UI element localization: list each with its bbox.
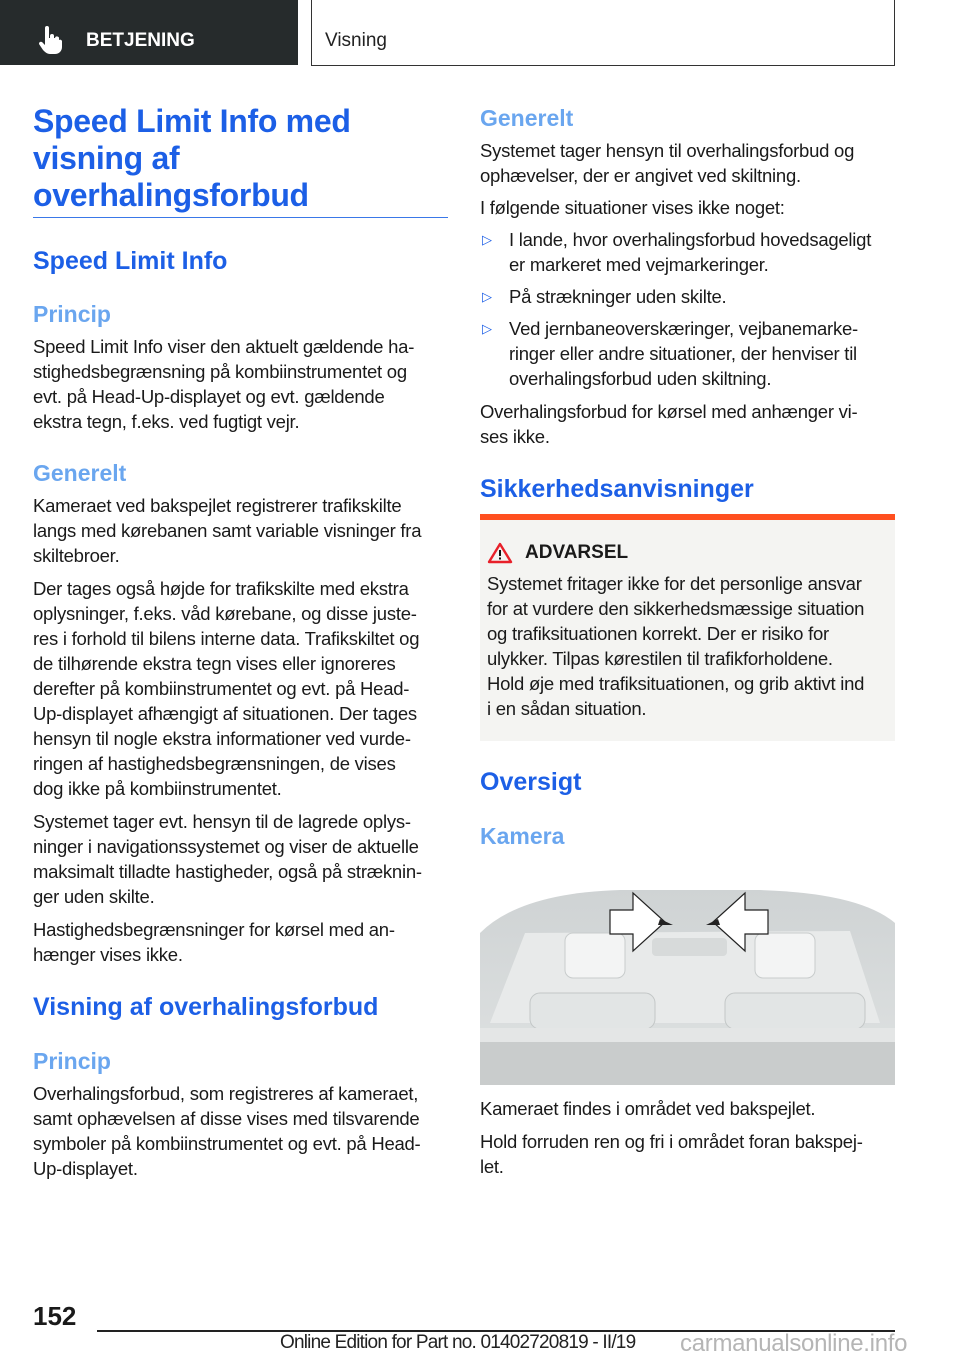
paragraph: [480, 1096, 895, 1121]
text-line: Hold øje med trafiksituationen, og grib aktivt ind: [487, 673, 865, 694]
text-line: hænger vises ikke.: [33, 944, 183, 965]
warning-text: [487, 571, 888, 721]
section-heading: Oversigt: [480, 768, 582, 796]
paragraph: [33, 1081, 448, 1181]
section-label: BETJENING: [86, 30, 195, 51]
text-line: Hastighedsbegrænsninger for kørsel med an-: [33, 919, 395, 940]
text-line: Overhalingsforbud, som registreres af kameraet,: [33, 1083, 419, 1104]
figure: [480, 873, 895, 1085]
text-line: ulykker. Tilpas kørestilen til trafikforholdene.: [487, 648, 833, 669]
warning-triangle-icon: [487, 542, 513, 564]
text-line: derefter på kombiinstrumentet og evt. på Head-: [33, 678, 410, 699]
page-title: [33, 103, 448, 218]
text-line: dog ikke på kombiinstrumentet.: [33, 778, 282, 799]
bullet-marker-icon: ▷: [482, 232, 492, 247]
text-line: Ved jernbaneoverskæringer, vejbanemarke-: [509, 318, 858, 339]
warning-box: [480, 520, 895, 741]
text-line: symboler på kombiinstrumentet og evt. på Head-: [33, 1133, 421, 1154]
subsection-heading: Princip: [33, 1048, 111, 1074]
text-line: På strækninger uden skilte.: [509, 286, 727, 307]
page-number: 152: [33, 1301, 77, 1331]
camera-location-figure: [480, 873, 895, 1085]
text-line: ophævelser, der er angivet ved skiltning.: [480, 165, 801, 186]
text-line: Kameraet findes i området ved bakspejlet.: [480, 1098, 816, 1119]
paragraph: [33, 493, 448, 568]
section-heading: Visning af overhalingsforbud: [33, 993, 379, 1021]
watermark: carmanualsonline.info: [680, 1330, 908, 1357]
text-line: er markeret med vejmarkeringer.: [509, 254, 769, 275]
text-line: Kameraet ved bakspejlet registrerer trafikskilte: [33, 495, 402, 516]
chapter-label: Visning: [325, 30, 387, 51]
subsection-heading: Generelt: [33, 460, 127, 486]
warning-title-text: ADVARSEL: [525, 542, 629, 563]
text-line: i en sådan situation.: [487, 698, 647, 719]
warning-callout: [480, 514, 895, 741]
bullet-item: [480, 284, 895, 309]
text-line: oplysninger, f.eks. våd kørebane, og disse juste-: [33, 603, 417, 624]
paragraph: [33, 576, 448, 801]
text-line: samt ophævelsen af disse vises med tilsvarende: [33, 1108, 420, 1129]
page-title-line: overhalingsforbud: [33, 177, 309, 213]
page-title-line: Speed Limit Info med: [33, 103, 351, 139]
text-line: maksimalt tilladte hastigheder, også på stræknin-: [33, 861, 422, 882]
text-line: langs med kørebanen samt variable visninger fra: [33, 520, 422, 541]
left-column: [33, 0, 448, 1181]
text-line: stighedsbegrænsning på kombiinstrumentet og: [33, 361, 407, 382]
text-line: ringer eller andre situationer, der henviser til: [509, 343, 857, 364]
paragraph: [480, 138, 895, 188]
paragraph: [480, 399, 895, 449]
section-heading: Speed Limit Info: [33, 247, 228, 275]
bullet-item: [480, 227, 895, 277]
text-line: let.: [480, 1156, 504, 1177]
text-line: ekstra tegn, f.eks. ved fugtigt vejr.: [33, 411, 300, 432]
text-line: Overhalingsforbud for kørsel med anhænger vi-: [480, 401, 858, 422]
text-line: ringen af hastighedsbegrænsningen, de vises: [33, 753, 396, 774]
text-line: res i forhold til bilens interne data. Trafikskiltet og: [33, 628, 420, 649]
text-line: overhalingsforbud uden skiltning.: [509, 368, 772, 389]
section-heading: Sikkerhedsanvisninger: [480, 475, 754, 503]
text-line: Up-displayet.: [33, 1158, 138, 1179]
text-line: I følgende situationer vises ikke noget:: [480, 197, 785, 218]
text-line: for at vurdere den sikkerhedsmæssige situation: [487, 598, 865, 619]
text-line: skiltebroer.: [33, 545, 120, 566]
text-line: ninger i navigationssystemet og viser de aktuelle: [33, 836, 419, 857]
warning-title: [487, 538, 888, 568]
text-line: Systemet tager hensyn til overhalingsforbud og: [480, 140, 855, 161]
text-line: Der tages også højde for trafikskilte med ekstra: [33, 578, 409, 599]
bullet-item: [480, 316, 895, 391]
paragraph: [480, 195, 895, 220]
text-line: og trafiksituationen korrekt. Der er risiko for: [487, 623, 829, 644]
text-line: Hold forruden ren og fri i området foran bakspej-: [480, 1131, 863, 1152]
subsection-heading: Kamera: [480, 823, 565, 849]
subsection-heading: Generelt: [480, 105, 574, 131]
text-line: Up-displayet afhængigt af situationen. Der tages: [33, 703, 417, 724]
bullet-marker-icon: ▷: [482, 321, 492, 336]
page-title-line: visning af: [33, 140, 180, 176]
right-column: [480, 0, 895, 1179]
bullet-marker-icon: ▷: [482, 289, 492, 304]
edition-text: Online Edition for Part no. 01402720819 - II/19: [280, 1332, 636, 1353]
text-line: ses ikke.: [480, 426, 550, 447]
text-line: Systemet fritager ikke for det personlige ansvar: [487, 573, 862, 594]
text-line: de tilhørende ekstra tegn vises eller ignoreres: [33, 653, 396, 674]
text-line: Systemet tager evt. hensyn til de lagrede oplys-: [33, 811, 411, 832]
text-line: hensyn til nogle ekstra informationer ved vurde-: [33, 728, 411, 749]
text-line: Speed Limit Info viser den aktuelt gældende ha-: [33, 336, 415, 357]
text-line: evt. på Head-Up-displayet og evt. gældende: [33, 386, 385, 407]
paragraph: [33, 917, 448, 967]
text-line: I lande, hvor overhalingsforbud hovedsageligt: [509, 229, 872, 250]
paragraph: [33, 334, 448, 434]
text-line: ger uden skilte.: [33, 886, 155, 907]
paragraph: [33, 809, 448, 909]
subsection-heading: Princip: [33, 301, 111, 327]
paragraph: [480, 1129, 895, 1179]
